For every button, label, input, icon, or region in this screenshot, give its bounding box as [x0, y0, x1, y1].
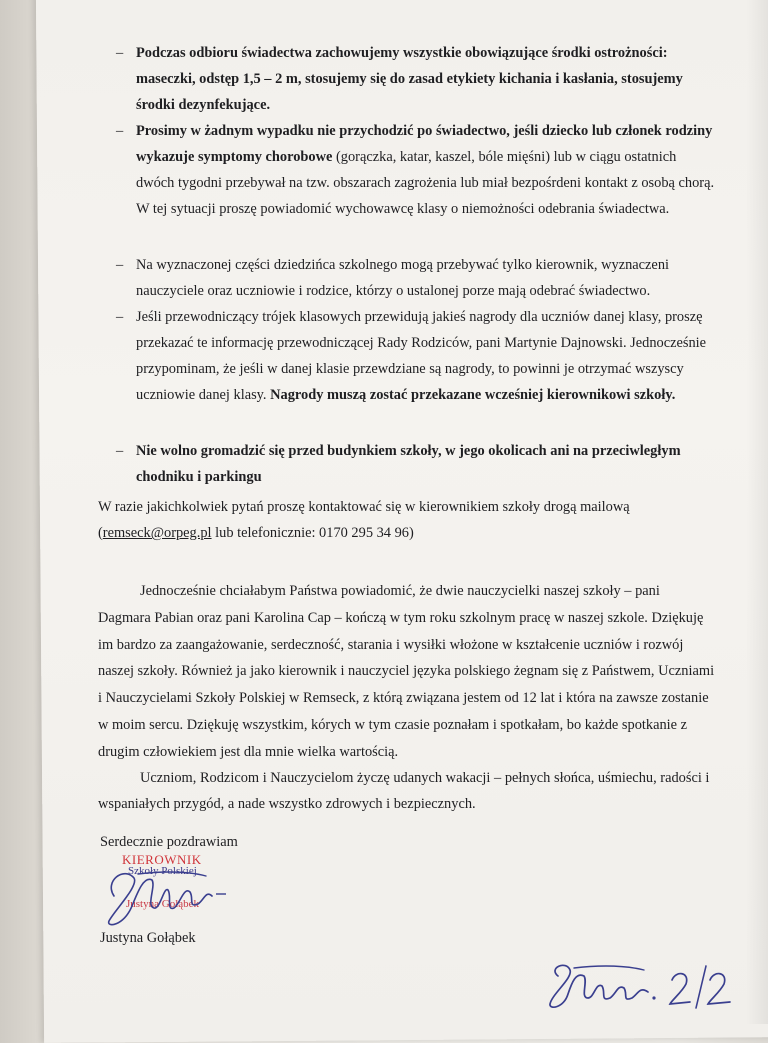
contact-paragraph: [98, 494, 716, 546]
bullet-text: Na wyznaczonej części dziedzińca szkolnego mogą przebywać tylko kierownik, wyznaczeni nauczyciele oraz uczniowie i rodzice, którzy o ustalonej porze mają odebrać świadectwo.: [136, 257, 670, 299]
greeting: Serdecznie pozdrawiam: [100, 834, 238, 850]
farewell-paragraph: Jednocześnie chciałabym Państwa powiadomić, że dwie nauczycielki naszej szkoły – pani Dagmara Pabian oraz pani Karolina Cap – kończą w tym roku szkolnym pracę w naszej szkole. Dziękuję im bardzo za zaangażowanie, serdeczność, starania i wysiłki włożone w kształcenie uczniów i rozwój naszej szkoły. Również ja jako kierownik i nauczyciel języka polskiego żegnam się z Państwem, Uczniami i Nauczycielami Szkoły Polskiej w Remseck, z którą związana jestem od 12 lat i która na zawsze zostanie w moim sercu. Dziękuję wszystkim, kórych w tym czasie poznałam i spotkałam, bo każde spotkanie z drugim człowiekiem jest dla mnie wielka wartością.: [98, 583, 715, 760]
bullet-dash: –: [116, 257, 124, 273]
page-edge-shadow: [746, 0, 768, 1024]
wishes-paragraph: Uczniom, Rodzicom i Nauczycielom życzę udanych wakacji – pełnych słońca, uśmiechu, radości i wspaniałych przygód, a nade wszystko zdrowych i bezpiecznych.: [98, 770, 710, 812]
stamp-line-title: KIEROWNIK: [122, 852, 202, 867]
bullet-dash: –: [116, 45, 124, 61]
bullet-text: Podczas odbioru świadectwa zachowujemy wszystkie obowiązujące środki ostrożności: maseczki, odstęp 1,5 – 2 m, stosujemy się do zasad etykiety kichania i kasłania, stosujemy środki dezynfekujące.: [136, 45, 683, 113]
bullet-item: [88, 304, 716, 408]
bullet-item: [88, 252, 716, 304]
stamp-line-name: Justyna Gołąbek: [126, 898, 200, 910]
stamp-line-school: Szkoły Polskiej: [128, 865, 197, 877]
phone-text: lub telefonicznie: 0170 295 34 96): [211, 525, 414, 541]
bullet-dash: –: [116, 309, 124, 325]
handwritten-signature-icon: [94, 856, 234, 936]
contact-open-paren: (: [98, 525, 103, 541]
bullet-text: Nie wolno gromadzić się przed budynkiem szkoły, w jego okolicach ani na przeciwległym chodniku i parkingu: [136, 443, 681, 485]
bullet-text: Jeśli przewodniczący trójek klasowych przewidują jakieś nagrody dla uczniów danej klasy, proszę przekazać te informację przewodniczącej Rady Rodziców, pani Martynie Dajnowski. Jednocześnie przypominam, że jeśli w danej klasie przewdziane są nagrody, to powinni je otrzymać wszyscy uczniowie danej klasy.: [136, 309, 707, 403]
bullet-dash: –: [116, 123, 124, 139]
bullet-dash: –: [116, 443, 124, 459]
bullet-text: (gorączka, katar, kaszel, bóle mięśni) lub w ciągu ostatnich dwóch tygodni przebywał na tzw. obszarach zagrożenia lub miał bezpośrdeni kontakt z osobą chorą. W tej sytuacji proszę powiadomić wychowawcę klasy o niemożności odebrania świadectwa.: [136, 149, 715, 217]
contact-text: W razie jakichkolwiek pytań proszę kontaktować się w kierownikiem szkoły drogą mailową: [98, 499, 630, 515]
signature-name: Justyna Gołąbek: [100, 930, 196, 946]
initials-and-page-mark-icon: [540, 958, 740, 1014]
bullet-text: Prosimy w żadnym wypadku nie przychodzić po świadectwo, jeśli dziecko lub członek rodziny wykazuje symptomy chorobowe: [136, 123, 713, 165]
bullet-item: [88, 118, 716, 222]
bullet-item: [88, 40, 716, 118]
bullet-text: Nagrody muszą zostać przekazane wcześniej kierownikowi szkoły.: [270, 387, 676, 403]
email-link[interactable]: remseck@orpeg.pl: [102, 525, 212, 541]
bullet-item: [88, 438, 716, 490]
